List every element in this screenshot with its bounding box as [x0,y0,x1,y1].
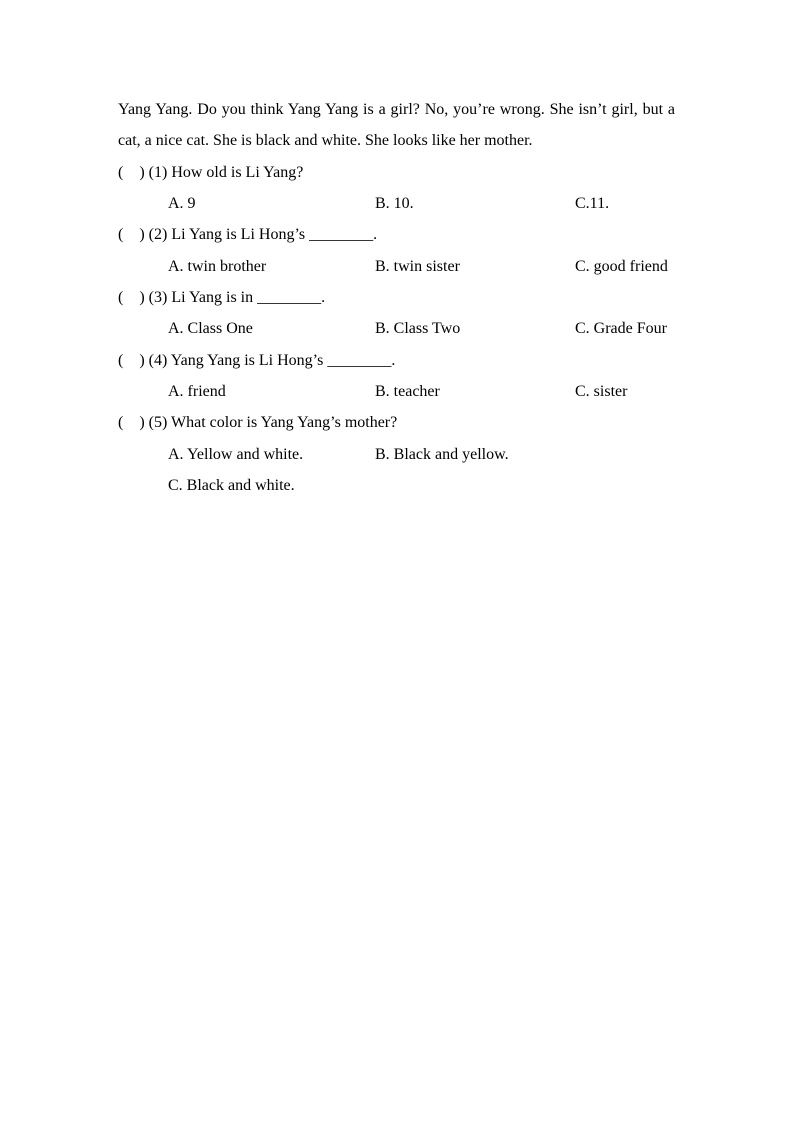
question-4-option-c: C. sister [575,382,628,400]
question-3-option-a: A. Class One [168,320,253,338]
question-1-option-a: A. 9 [168,194,196,212]
passage-line-2: cat, a nice cat. She is black and white. She looks like her mother. [118,132,533,150]
passage-line-1: Yang Yang. Do you think Yang Yang is a girl? No, you’re wrong. She isn’t girl, but a [118,101,675,118]
question-5-empty-cell-3 [575,470,675,501]
question-5-options-row-2 [118,470,675,501]
question-4-options [118,376,675,407]
question-2-prompt: ( ) (2) Li Yang is Li Hong’s ________. [118,226,378,244]
question-2-option-b: B. twin sister [375,257,460,275]
question-3-option-b: B. Class Two [375,320,461,338]
question-5-empty-cell [575,439,675,470]
question-2-option-c: C. good friend [575,257,668,275]
question-5-option-b: B. Black and yellow. [375,445,509,463]
question-3-option-c: C. Grade Four [575,320,667,338]
reading-comprehension-section [118,94,675,501]
question-1-option-b: B. 10. [375,194,414,212]
question-4-prompt: ( ) (4) Yang Yang is Li Hong’s ________. [118,351,396,369]
question-5-empty-cell-2 [375,470,575,501]
question-2-option-a: A. twin brother [168,257,267,275]
question-3-options [118,313,675,344]
question-5-prompt: ( ) (5) What color is Yang Yang’s mother? [118,414,398,432]
question-5-options-row-1 [118,439,675,470]
question-3-prompt: ( ) (3) Li Yang is in ________. [118,288,326,306]
question-1-options [118,188,675,219]
question-1-prompt: ( ) (1) How old is Li Yang? [118,163,304,181]
question-4-option-b: B. teacher [375,382,440,400]
question-5-option-a: A. Yellow and white. [168,445,304,463]
question-4-option-a: A. friend [168,382,226,400]
question-1-option-c: C.11. [575,194,610,212]
question-2-options [118,251,675,282]
question-5-option-c: C. Black and white. [168,476,295,494]
